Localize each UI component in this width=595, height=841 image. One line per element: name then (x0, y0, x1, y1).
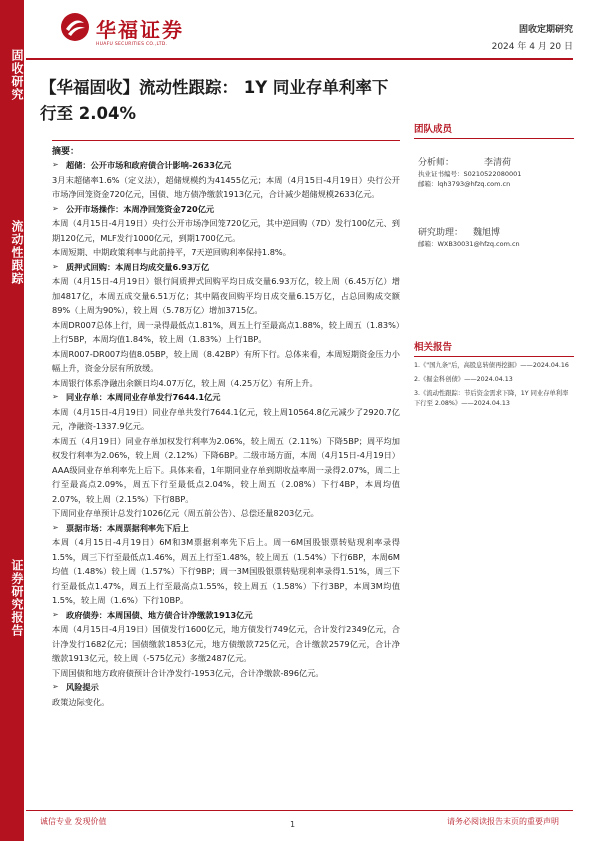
section-heading: ➢ 票据市场：本周票据利率先下后上 (66, 521, 400, 536)
assistant-name: 魏旭博 (473, 228, 501, 238)
analyst-email[interactable]: 邮箱：lqh3793@hfzq.com.cn (418, 180, 511, 188)
company-logo (60, 12, 220, 52)
section-paragraph: 下周同业存单预计总发行1026亿元（周五前公告）、总偿还量8203亿元。 (52, 508, 319, 518)
section-paragraph: 本周银行体系净融出余额日均4.07万亿，较上周（4.25万亿）有所上升。 (52, 377, 318, 388)
section-heading: ➢ 公开市场操作：本周净回笼资金720亿元 (66, 202, 400, 217)
section-heading: ➢ 同业存单：本周同业存单发行7644.1亿元 (66, 390, 400, 405)
analyst-name: 李清荷 (484, 158, 512, 168)
footer-divider (26, 810, 573, 811)
section-paragraph: 本周R007-DR007均值8.05BP，较上周（8.42BP）有所下行。总体来看，本周短期资金压力小幅上升，资金分层有所放缓。 (52, 348, 400, 373)
summary-section (52, 608, 400, 681)
team-title: 团队成员 (414, 118, 574, 139)
assistant-email[interactable]: 邮箱：WXB30031@hfzq.com.cn (418, 239, 520, 248)
footer-disclaimer: 请务必阅读报告末页的重要声明 (447, 817, 559, 826)
team-panel (414, 118, 574, 248)
summary-section (52, 202, 400, 260)
abstract-label: 摘要： (52, 147, 80, 157)
section-heading: ➢ 质押式回购：本周日均成交量6.93万亿 (66, 260, 400, 275)
report-category: 固收定期研究 (518, 25, 573, 35)
assistant-role: 研究助理： (418, 228, 464, 238)
analyst-card (418, 158, 574, 190)
section-paragraph: 本周（4月15日-4月19日）银行间质押式回购平均日成交量6.93万亿，较上周（6.45万亿）增加4817亿，本周五成交量6.51万亿；其中隔夜回购平均日成交量6.15万亿，占总回购成交额89%（上周为90%），较上周（5.78万亿）增加3715亿。 (52, 276, 400, 315)
related-title: 相关报告 (414, 336, 574, 357)
section-heading: ➢ 政府债券：本周国债、地方债合计净缴款1913亿元 (66, 608, 400, 623)
sidebar-label-top: 固收研究 (10, 49, 24, 101)
section-paragraph: 本周（4月15日-4月19日）6M和3M票据利率先下后上。周一6M国股银票转贴现利率录得1.5%，周三下行至最低点1.46%，周五上行至1.48%，较上周五（1.54%）下行6BP，本周6M均值（1.48%）较上周（1.57%）下行9BP；周一3M国股银票转贴现利率录得1.51%，周三下行至最低点1.47%，周五上行至最高点1.55%，较上周五（1.58%）下行3BP，本周3M均值1.5%，较上周（1.6%）下行10BP。 (52, 537, 400, 605)
report-date: 2024 年 4 月 20 日 (491, 42, 573, 52)
section-paragraph: 下周国债和地方政府债预计合计净发行-1953亿元，合计净缴款-896亿元。 (52, 667, 324, 678)
logo-text-cn: 华福证券 (96, 18, 184, 42)
summary-section (52, 390, 400, 521)
analyst-role: 分析师： (418, 158, 455, 168)
related-report-link[interactable]: 3.《流动性跟踪：节后资金需求下降，1Y 同业存单利率下行至 2.08%》——2024.04.13 (414, 390, 569, 407)
report-meta (492, 22, 573, 56)
assistant-card (418, 228, 574, 249)
header-divider (26, 58, 573, 60)
summary-section (52, 158, 400, 202)
section-paragraph: 本周短期、中期政策利率与此前持平，7天逆回购利率保持1.8%。 (52, 247, 291, 257)
section-heading: ➢ 超储：公开市场和政府债合计影响-2633亿元 (66, 158, 400, 173)
sidebar-label-bottom: 证券研究报告 (10, 559, 24, 637)
summary-section (52, 521, 400, 608)
related-report-link[interactable]: 2.《掘金科创债》——2024.04.13 (414, 376, 513, 383)
section-heading: ➢ 风险提示 (66, 680, 400, 695)
sidebar-label-middle: 流动性跟踪 (10, 219, 24, 285)
sidebar (0, 0, 24, 841)
section-paragraph: 本周（4月15日-4月19日）同业存单共发行7644.1亿元，较上周10564.8亿元减少了2920.7亿元，净融资-1337.9亿元。 (52, 406, 400, 431)
section-paragraph: 本周DR007总体上行，周一录得最低点1.81%，周五上行至最高点1.88%，较上周五（1.83%）上行5BP，本周均值1.84%，较上周（1.83%）上行1BP。 (52, 319, 400, 344)
footer-slogan: 诚信专业 发现价值 (40, 817, 107, 826)
section-paragraph: 本周（4月15日-4月19日）国债发行1600亿元，地方债发行749亿元，合计发行2349亿元，合计净发行1682亿元；国债缴款1853亿元，地方债缴款725亿元，合计缴款2579亿元，合计净缴款1913亿元，较上周（-575亿元）多缴2487亿元。 (52, 624, 400, 663)
analyst-cert: 执业证书编号：S0210522080001 (418, 169, 522, 178)
abstract-divider (52, 140, 400, 141)
section-paragraph: 政策边际变化。 (52, 696, 110, 707)
page-number: 1 (290, 820, 296, 829)
abstract-body (52, 158, 400, 709)
summary-section (52, 680, 400, 709)
section-paragraph: 3月末超储率1.6%（定义法），超储规模约为41455亿元；本周（4月15日-4月19日）央行公开市场净回笼资金720亿元，国债、地方债净缴款1913亿元，合计减少超储规模2633亿元。 (52, 174, 400, 199)
summary-section (52, 260, 400, 391)
section-paragraph: 本周五（4月19日）同业存单加权发行利率为2.06%，较上周五（2.11%）下降5BP；周平均加权发行利率为2.06%，较上周（2.12%）下降6BP。二级市场方面，本周（4月15日-4月19日）AAA级同业存单利率先上后下。具体来看，1年期同业存单到期收益率周一录得2.07%，周二上行至最高点2.09%，周五下行至最低点2.04%，较上周五（2.08%）下行4BP，本周均值2.07%，较上周（2.15%）下行8BP。 (52, 435, 400, 504)
related-reports (414, 336, 574, 409)
section-paragraph: 本周（4月15日-4月19日）央行公开市场净回笼720亿元，其中逆回购（7D）发行100亿元、到期120亿元，MLF发行1000亿元，到期1700亿元。 (52, 218, 400, 243)
report-title: 【华福固收】流动性跟踪： 1Y 同业存单利率下行至 2.04% (40, 78, 389, 123)
logo-mark-icon (60, 12, 90, 42)
related-report-link[interactable]: 1.《"国九条"后，高股息转债再挖掘》——2024.04.16 (414, 362, 569, 369)
logo-text-en: HUAFU SECURITIES CO.,LTD. (96, 42, 168, 47)
abstract-column (52, 140, 400, 740)
